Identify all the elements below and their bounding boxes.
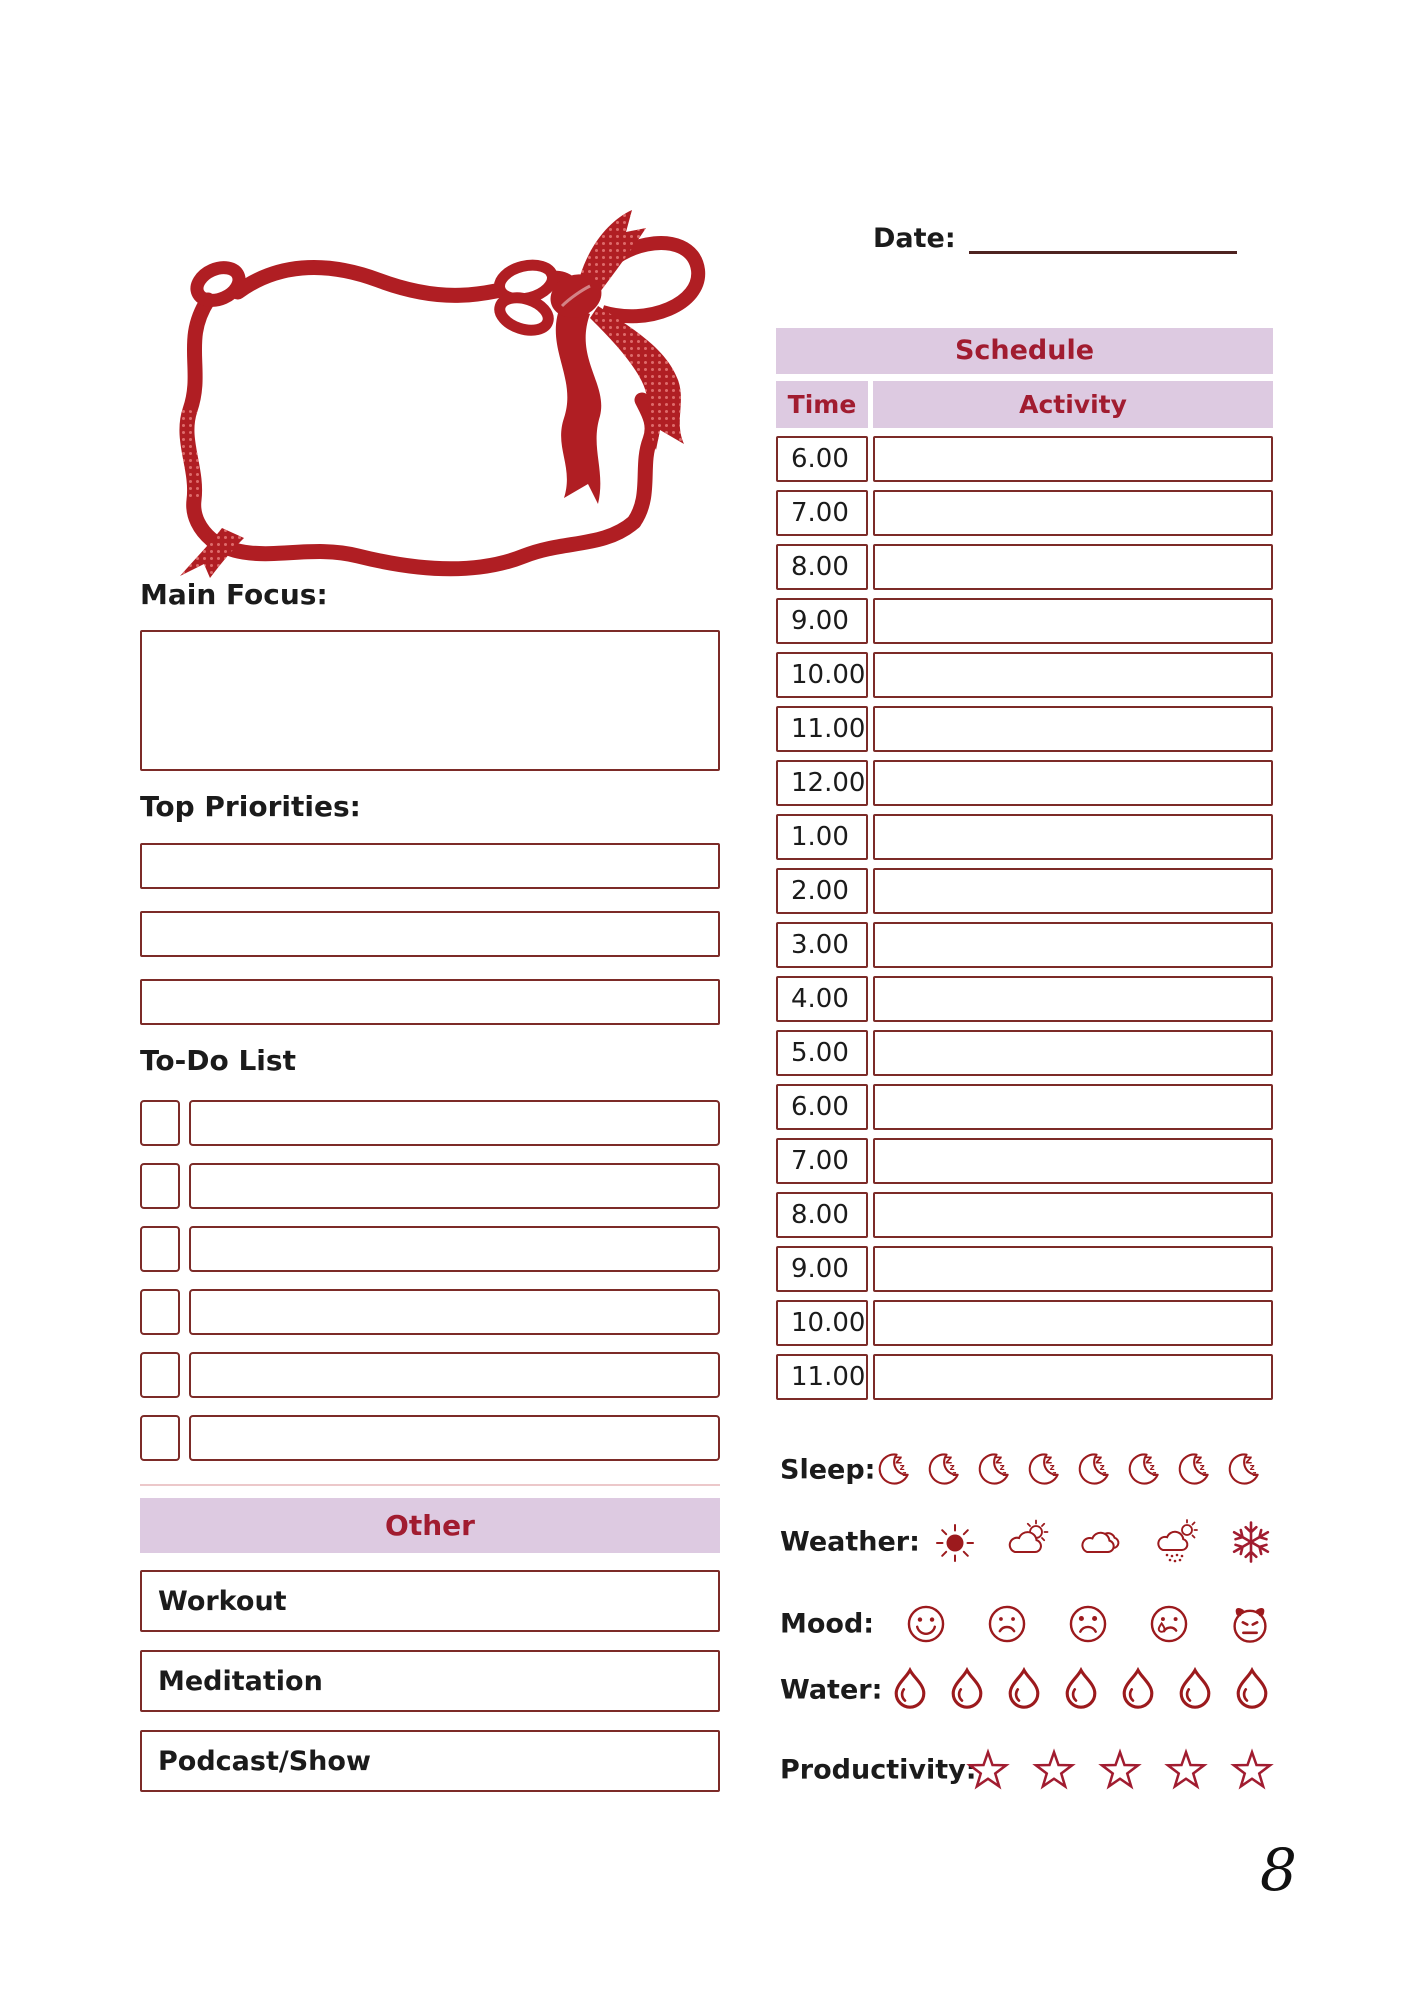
todo-input-box[interactable] — [189, 1163, 720, 1209]
todo-checkbox[interactable] — [140, 1289, 180, 1335]
sleeping-moon-icon[interactable] — [1022, 1450, 1063, 1491]
time-cell: 9.00 — [776, 598, 868, 644]
svg-text:z: z — [945, 1452, 953, 1467]
water-drop-icon[interactable] — [1228, 1666, 1276, 1714]
svg-text:z: z — [995, 1452, 1003, 1467]
schedule-row — [776, 652, 1273, 698]
schedule-row — [776, 760, 1273, 806]
svg-text:z: z — [1195, 1452, 1203, 1467]
time-cell: 12.00 — [776, 760, 868, 806]
sleep-tracker-row — [780, 1442, 1280, 1498]
column-header-time: Time — [776, 381, 868, 428]
todo-input-box[interactable] — [189, 1352, 720, 1398]
time-cell: 10.00 — [776, 1300, 868, 1346]
activity-cell[interactable] — [873, 1300, 1273, 1346]
water-icons — [886, 1666, 1276, 1714]
priority-input-box[interactable] — [140, 979, 720, 1025]
activity-cell[interactable] — [873, 436, 1273, 482]
time-cell: 5.00 — [776, 1030, 868, 1076]
todo-input-box[interactable] — [189, 1226, 720, 1272]
time-cell: 6.00 — [776, 1084, 868, 1130]
schedule-body — [776, 436, 1273, 1400]
main-focus-label: Main Focus: — [140, 578, 328, 611]
column-header-activity: Activity — [873, 381, 1273, 428]
activity-cell[interactable] — [873, 706, 1273, 752]
section-divider — [140, 1484, 720, 1486]
date-input-line[interactable] — [969, 222, 1237, 254]
other-item-box[interactable] — [140, 1730, 720, 1792]
schedule-row — [776, 544, 1273, 590]
schedule-row — [776, 706, 1273, 752]
priority-input-box[interactable] — [140, 911, 720, 957]
svg-text:z: z — [949, 1463, 955, 1473]
water-drop-icon[interactable] — [1057, 1666, 1105, 1714]
todo-row — [140, 1100, 720, 1146]
rain-cloud-sun-icon[interactable] — [1153, 1518, 1201, 1566]
schedule-row — [776, 1246, 1273, 1292]
water-drop-icon[interactable] — [1114, 1666, 1162, 1714]
schedule-row — [776, 490, 1273, 536]
sleeping-moon-icon[interactable] — [922, 1450, 963, 1491]
time-cell: 7.00 — [776, 1138, 868, 1184]
activity-cell[interactable] — [873, 922, 1273, 968]
bow-ribbon-graphic — [152, 198, 712, 578]
todo-list — [140, 1100, 720, 1478]
schedule-row — [776, 1300, 1273, 1346]
svg-text:z: z — [1152, 1470, 1157, 1479]
smiling-face-icon[interactable] — [904, 1602, 948, 1646]
time-cell: 3.00 — [776, 922, 868, 968]
priorities-list — [140, 843, 720, 1047]
activity-cell[interactable] — [873, 1138, 1273, 1184]
todo-row — [140, 1226, 720, 1272]
devil-face-icon[interactable] — [1228, 1602, 1272, 1646]
todo-row — [140, 1415, 720, 1461]
mood-tracker-row — [780, 1596, 1280, 1652]
time-cell: 7.00 — [776, 490, 868, 536]
todo-list-label: To-Do List — [140, 1044, 296, 1077]
activity-cell[interactable] — [873, 490, 1273, 536]
time-cell: 9.00 — [776, 1246, 868, 1292]
activity-cell[interactable] — [873, 760, 1273, 806]
sleeping-moon-icon[interactable] — [1122, 1450, 1163, 1491]
time-cell: 11.00 — [776, 1354, 868, 1400]
other-item-label: Podcast/Show — [158, 1745, 371, 1777]
svg-text:z: z — [1095, 1452, 1103, 1467]
sleeping-moon-icon[interactable] — [1072, 1450, 1113, 1491]
weather-icons — [931, 1518, 1275, 1566]
svg-text:z: z — [1249, 1463, 1255, 1473]
todo-input-box[interactable] — [189, 1289, 720, 1335]
todo-input-box[interactable] — [189, 1100, 720, 1146]
svg-text:z: z — [1045, 1452, 1053, 1467]
sleeping-moon-icon[interactable] — [972, 1450, 1013, 1491]
activity-cell[interactable] — [873, 868, 1273, 914]
schedule-row — [776, 1192, 1273, 1238]
sleeping-moon-icon[interactable] — [872, 1450, 913, 1491]
svg-text:z: z — [1049, 1463, 1055, 1473]
sun-icon[interactable] — [931, 1518, 979, 1566]
star-icon[interactable] — [1031, 1747, 1077, 1793]
productivity-label: Productivity: — [780, 1754, 977, 1786]
other-list — [140, 1570, 720, 1810]
top-priorities-label: Top Priorities: — [140, 790, 361, 823]
schedule-row — [776, 1030, 1273, 1076]
todo-input-box[interactable] — [189, 1415, 720, 1461]
time-cell: 8.00 — [776, 544, 868, 590]
sleeping-moon-icon[interactable] — [1222, 1450, 1263, 1491]
svg-text:z: z — [1145, 1452, 1153, 1467]
page-number: 8 — [1260, 1836, 1297, 1904]
water-drop-icon[interactable] — [1000, 1666, 1048, 1714]
star-icon[interactable] — [1097, 1747, 1143, 1793]
activity-cell[interactable] — [873, 1354, 1273, 1400]
svg-text:z: z — [1102, 1470, 1107, 1479]
todo-row — [140, 1289, 720, 1335]
water-drop-icon[interactable] — [943, 1666, 991, 1714]
date-label: Date: — [873, 223, 956, 254]
star-icon[interactable] — [1229, 1747, 1275, 1793]
activity-cell[interactable] — [873, 814, 1273, 860]
mood-icons — [904, 1602, 1272, 1646]
time-cell: 2.00 — [776, 868, 868, 914]
svg-text:z: z — [1002, 1470, 1007, 1479]
activity-cell[interactable] — [873, 652, 1273, 698]
activity-cell[interactable] — [873, 544, 1273, 590]
schedule-row — [776, 1354, 1273, 1400]
other-item-box[interactable] — [140, 1650, 720, 1712]
todo-checkbox[interactable] — [140, 1163, 180, 1209]
schedule-row — [776, 1084, 1273, 1130]
activity-cell[interactable] — [873, 976, 1273, 1022]
other-item-label: Meditation — [158, 1665, 323, 1697]
mood-label: Mood: — [780, 1608, 875, 1640]
weather-tracker-row — [780, 1514, 1280, 1570]
todo-row — [140, 1352, 720, 1398]
schedule-row — [776, 976, 1273, 1022]
crying-face-icon[interactable] — [1147, 1602, 1191, 1646]
svg-text:z: z — [1099, 1463, 1105, 1473]
svg-text:z: z — [1245, 1452, 1253, 1467]
activity-cell[interactable] — [873, 1084, 1273, 1130]
time-cell: 10.00 — [776, 652, 868, 698]
productivity-icons — [965, 1747, 1275, 1793]
star-icon[interactable] — [965, 1747, 1011, 1793]
time-cell: 11.00 — [776, 706, 868, 752]
water-drop-icon[interactable] — [1171, 1666, 1219, 1714]
sleep-label: Sleep: — [780, 1454, 876, 1486]
water-tracker-row — [780, 1662, 1280, 1718]
svg-text:z: z — [952, 1470, 957, 1479]
sleep-icons — [872, 1450, 1263, 1491]
sun-behind-cloud-icon[interactable] — [1005, 1518, 1053, 1566]
time-cell: 8.00 — [776, 1192, 868, 1238]
svg-text:z: z — [1149, 1463, 1155, 1473]
schedule-row — [776, 922, 1273, 968]
svg-text:z: z — [1052, 1470, 1057, 1479]
svg-text:z: z — [902, 1470, 907, 1479]
todo-row — [140, 1163, 720, 1209]
schedule-row — [776, 598, 1273, 644]
schedule-row — [776, 868, 1273, 914]
activity-cell[interactable] — [873, 598, 1273, 644]
date-row — [873, 222, 1237, 254]
other-section-title: Other — [140, 1498, 720, 1553]
svg-text:z: z — [899, 1463, 905, 1473]
svg-text:z: z — [1252, 1470, 1257, 1479]
time-cell: 1.00 — [776, 814, 868, 860]
schedule-section — [776, 328, 1273, 1400]
svg-text:z: z — [895, 1452, 903, 1467]
slight-frown-face-icon[interactable] — [985, 1602, 1029, 1646]
schedule-header-row — [776, 381, 1273, 428]
svg-text:z: z — [1199, 1463, 1205, 1473]
weather-label: Weather: — [780, 1526, 920, 1558]
activity-cell[interactable] — [873, 1246, 1273, 1292]
schedule-row — [776, 814, 1273, 860]
productivity-tracker-row — [780, 1742, 1280, 1798]
svg-text:z: z — [1202, 1470, 1207, 1479]
schedule-row — [776, 1138, 1273, 1184]
snowflake-icon[interactable] — [1227, 1518, 1275, 1566]
svg-text:z: z — [999, 1463, 1005, 1473]
schedule-title: Schedule — [776, 328, 1273, 374]
todo-checkbox[interactable] — [140, 1100, 180, 1146]
time-cell: 6.00 — [776, 436, 868, 482]
time-cell: 4.00 — [776, 976, 868, 1022]
schedule-row — [776, 436, 1273, 482]
sleeping-moon-icon[interactable] — [1172, 1450, 1213, 1491]
bow-ribbon-frame — [152, 198, 712, 578]
todo-checkbox[interactable] — [140, 1352, 180, 1398]
activity-cell[interactable] — [873, 1192, 1273, 1238]
priority-input-box[interactable] — [140, 843, 720, 889]
other-item-box[interactable] — [140, 1570, 720, 1632]
clouds-icon[interactable] — [1079, 1518, 1127, 1566]
todo-checkbox[interactable] — [140, 1415, 180, 1461]
todo-checkbox[interactable] — [140, 1226, 180, 1272]
star-icon[interactable] — [1163, 1747, 1209, 1793]
water-drop-icon[interactable] — [886, 1666, 934, 1714]
other-item-label: Workout — [158, 1585, 287, 1617]
activity-cell[interactable] — [873, 1030, 1273, 1076]
main-focus-input-box[interactable] — [140, 630, 720, 771]
water-label: Water: — [780, 1674, 883, 1706]
sad-face-icon[interactable] — [1066, 1602, 1110, 1646]
